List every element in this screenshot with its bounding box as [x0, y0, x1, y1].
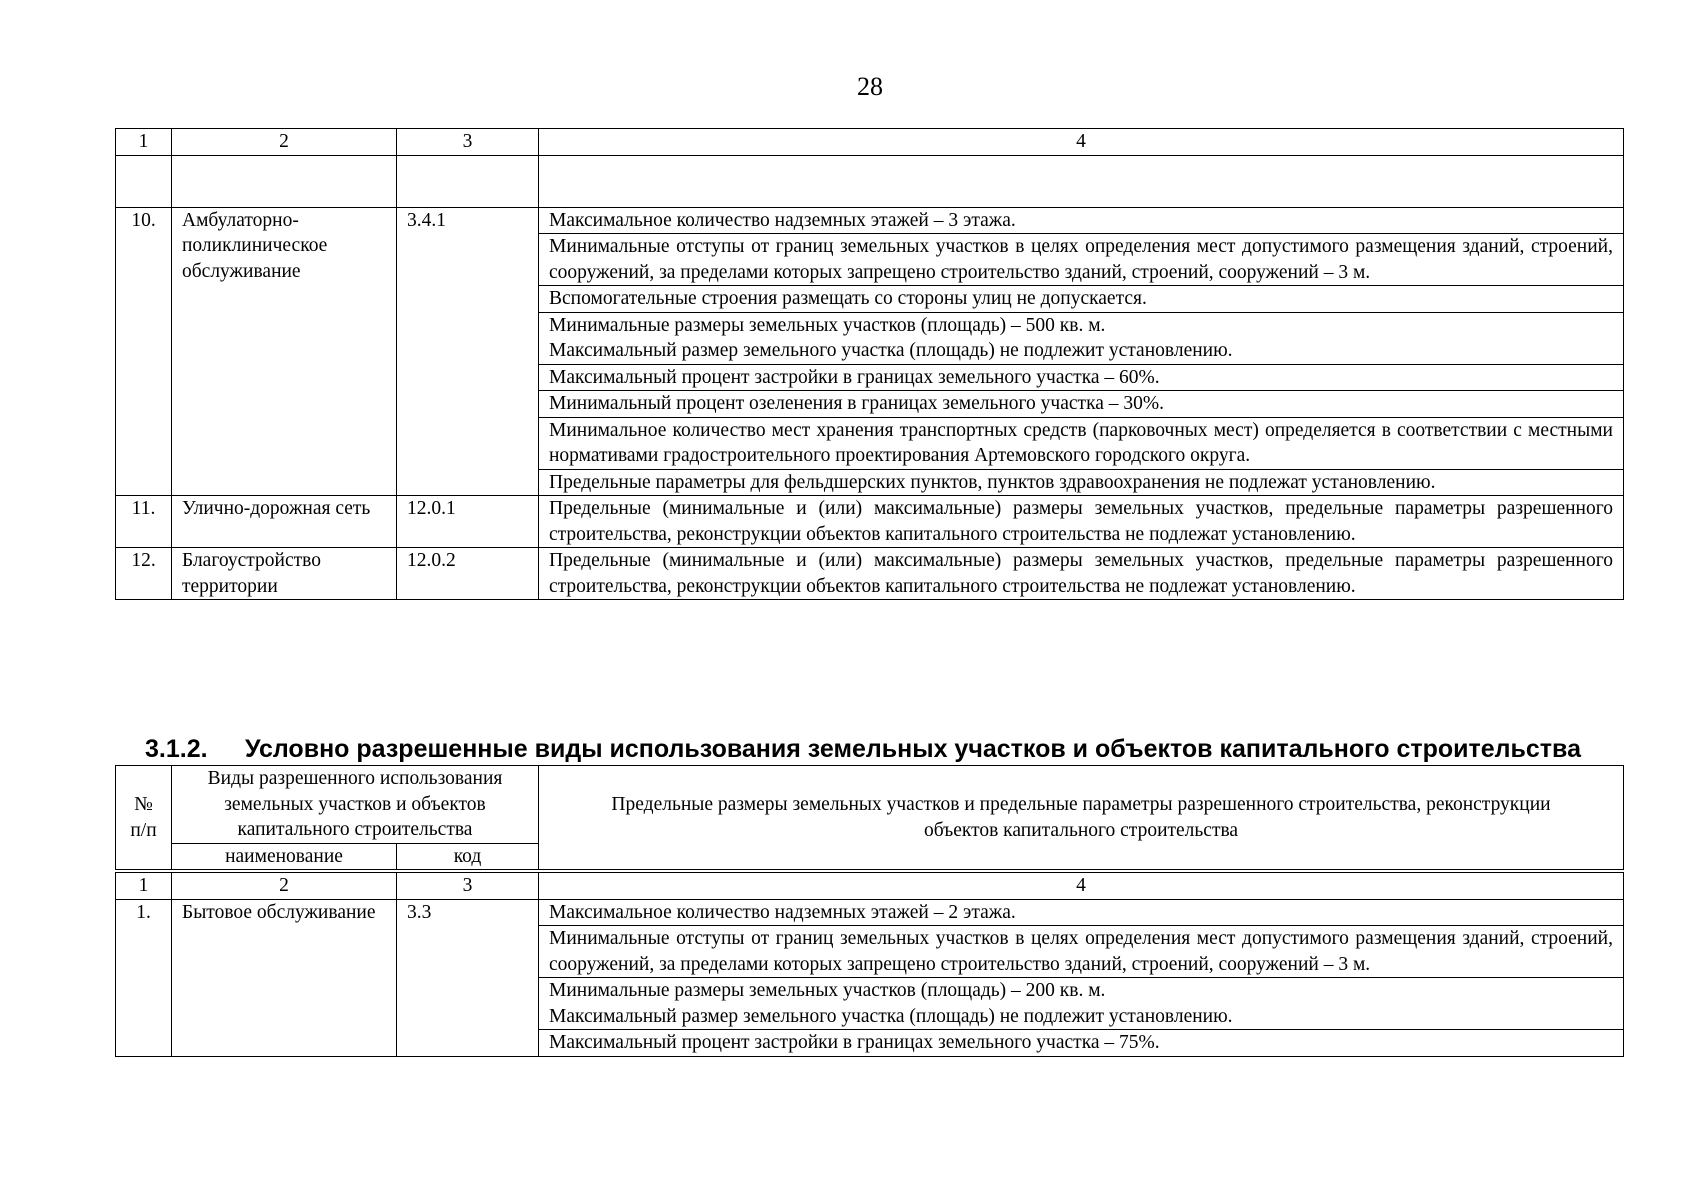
- column-number-row: [116, 129, 1624, 156]
- page-number: 28: [857, 72, 883, 101]
- use-name: Улично-дорожная сеть: [172, 496, 397, 548]
- use-name: Амбулаторно-поликлиническое обслуживание: [172, 207, 397, 496]
- param-cell: Максимальный процент застройки в границах земельного участка – 60%.: [539, 364, 1624, 391]
- row-number: 12.: [116, 548, 172, 600]
- table-row: [116, 496, 1624, 548]
- row-number: 10.: [116, 207, 172, 496]
- param-cell: Минимальные отступы от границ земельных участков в целях определения мест допустимого размещения зданий, строений, сооружений, за пределами которых запрещено строительство зданий, строений, сооружений – 3 м.: [539, 926, 1624, 978]
- header-name: наименование: [172, 843, 397, 870]
- header-num: № п/п: [116, 766, 172, 870]
- conditional-uses-table: [115, 872, 1624, 1057]
- row-number: 1.: [116, 899, 172, 1056]
- param-cell: Минимальные отступы от границ земельных участков в целях определения мест допустимого размещения зданий, строений, сооружений, за пределами которых запрещено строительство зданий, строений, сооружений – 3 м.: [539, 234, 1624, 286]
- param-cell: Максимальное количество надземных этажей – 3 этажа.: [539, 207, 1624, 234]
- param-line: Минимальные размеры земельных участков (площадь) – 500 кв. м.: [549, 314, 1106, 336]
- col-number: 4: [539, 873, 1624, 900]
- empty-row: [116, 155, 1624, 207]
- use-name: Бытовое обслуживание: [172, 899, 397, 1056]
- param-line: Минимальные размеры земельных участков (площадь) – 200 кв. м.: [549, 980, 1106, 1001]
- row-number: 11.: [116, 496, 172, 548]
- section-number: 3.1.2.: [145, 735, 208, 763]
- col-number: 2: [172, 129, 397, 156]
- param-line: Максимальный размер земельного участка (площадь) не подлежит установлению.: [549, 340, 1233, 361]
- table-row: [116, 207, 1624, 234]
- param-cell: Максимальный процент застройки в границах земельного участка – 75%.: [539, 1030, 1624, 1057]
- use-name: Благоустройство территории: [172, 548, 397, 600]
- section-title: Условно разрешенные виды использования земельных участков и объектов капитального строительства: [245, 735, 1581, 763]
- column-number-row: [116, 873, 1624, 900]
- param-cell: Минимальное количество мест хранения транспортных средств (парковочных мест) определяется в соответствии с местными нормативами градостроительного проектирования Артемовского городского округа.: [539, 417, 1624, 469]
- use-code: 12.0.2: [397, 548, 539, 600]
- col-number: 1: [116, 129, 172, 156]
- param-cell: Предельные параметры для фельдшерских пунктов, пунктов здравоохранения не подлежат установлению.: [539, 469, 1624, 496]
- use-code: 3.4.1: [397, 207, 539, 496]
- param-cell: Предельные (минимальные и (или) максимальные) размеры земельных участков, предельные параметры разрешенного строительства, реконструкции объектов капитального строительства не подлежат установлению.: [539, 496, 1624, 548]
- param-cell: Максимальное количество надземных этажей – 2 этажа.: [539, 899, 1624, 926]
- param-cell: Вспомогательные строения размещать со стороны улиц не допускается.: [539, 286, 1624, 313]
- col-number: 3: [397, 873, 539, 900]
- table-row: [116, 548, 1624, 600]
- section-heading: [115, 734, 1623, 764]
- table-row: [116, 899, 1624, 926]
- col-number: 3: [397, 129, 539, 156]
- param-line: Максимальный размер земельного участка (площадь) не подлежит установлению.: [549, 1005, 1233, 1027]
- header-params: Предельные размеры земельных участков и предельные параметры разрешенного строительства, реконструкции объектов капитального строительства: [539, 766, 1624, 870]
- use-code: 12.0.1: [397, 496, 539, 548]
- col-number: 4: [539, 129, 1624, 156]
- conditional-uses-table-header: [115, 765, 1624, 870]
- zoning-table-continued: [115, 128, 1624, 600]
- header-kinds: Виды разрешенного использования земельных участков и объектов капитального строительства: [172, 766, 539, 844]
- param-cell: Минимальный процент озеленения в границах земельного участка – 30%.: [539, 391, 1624, 418]
- col-number: 1: [116, 873, 172, 900]
- param-cell: [539, 978, 1624, 1030]
- param-cell: Предельные (минимальные и (или) максимальные) размеры земельных участков, предельные параметры разрешенного строительства, реконструкции объектов капитального строительства не подлежат установлению.: [539, 548, 1624, 600]
- param-cell: [539, 312, 1624, 364]
- header-code: код: [397, 843, 539, 870]
- use-code: 3.3: [397, 899, 539, 1056]
- col-number: 2: [172, 873, 397, 900]
